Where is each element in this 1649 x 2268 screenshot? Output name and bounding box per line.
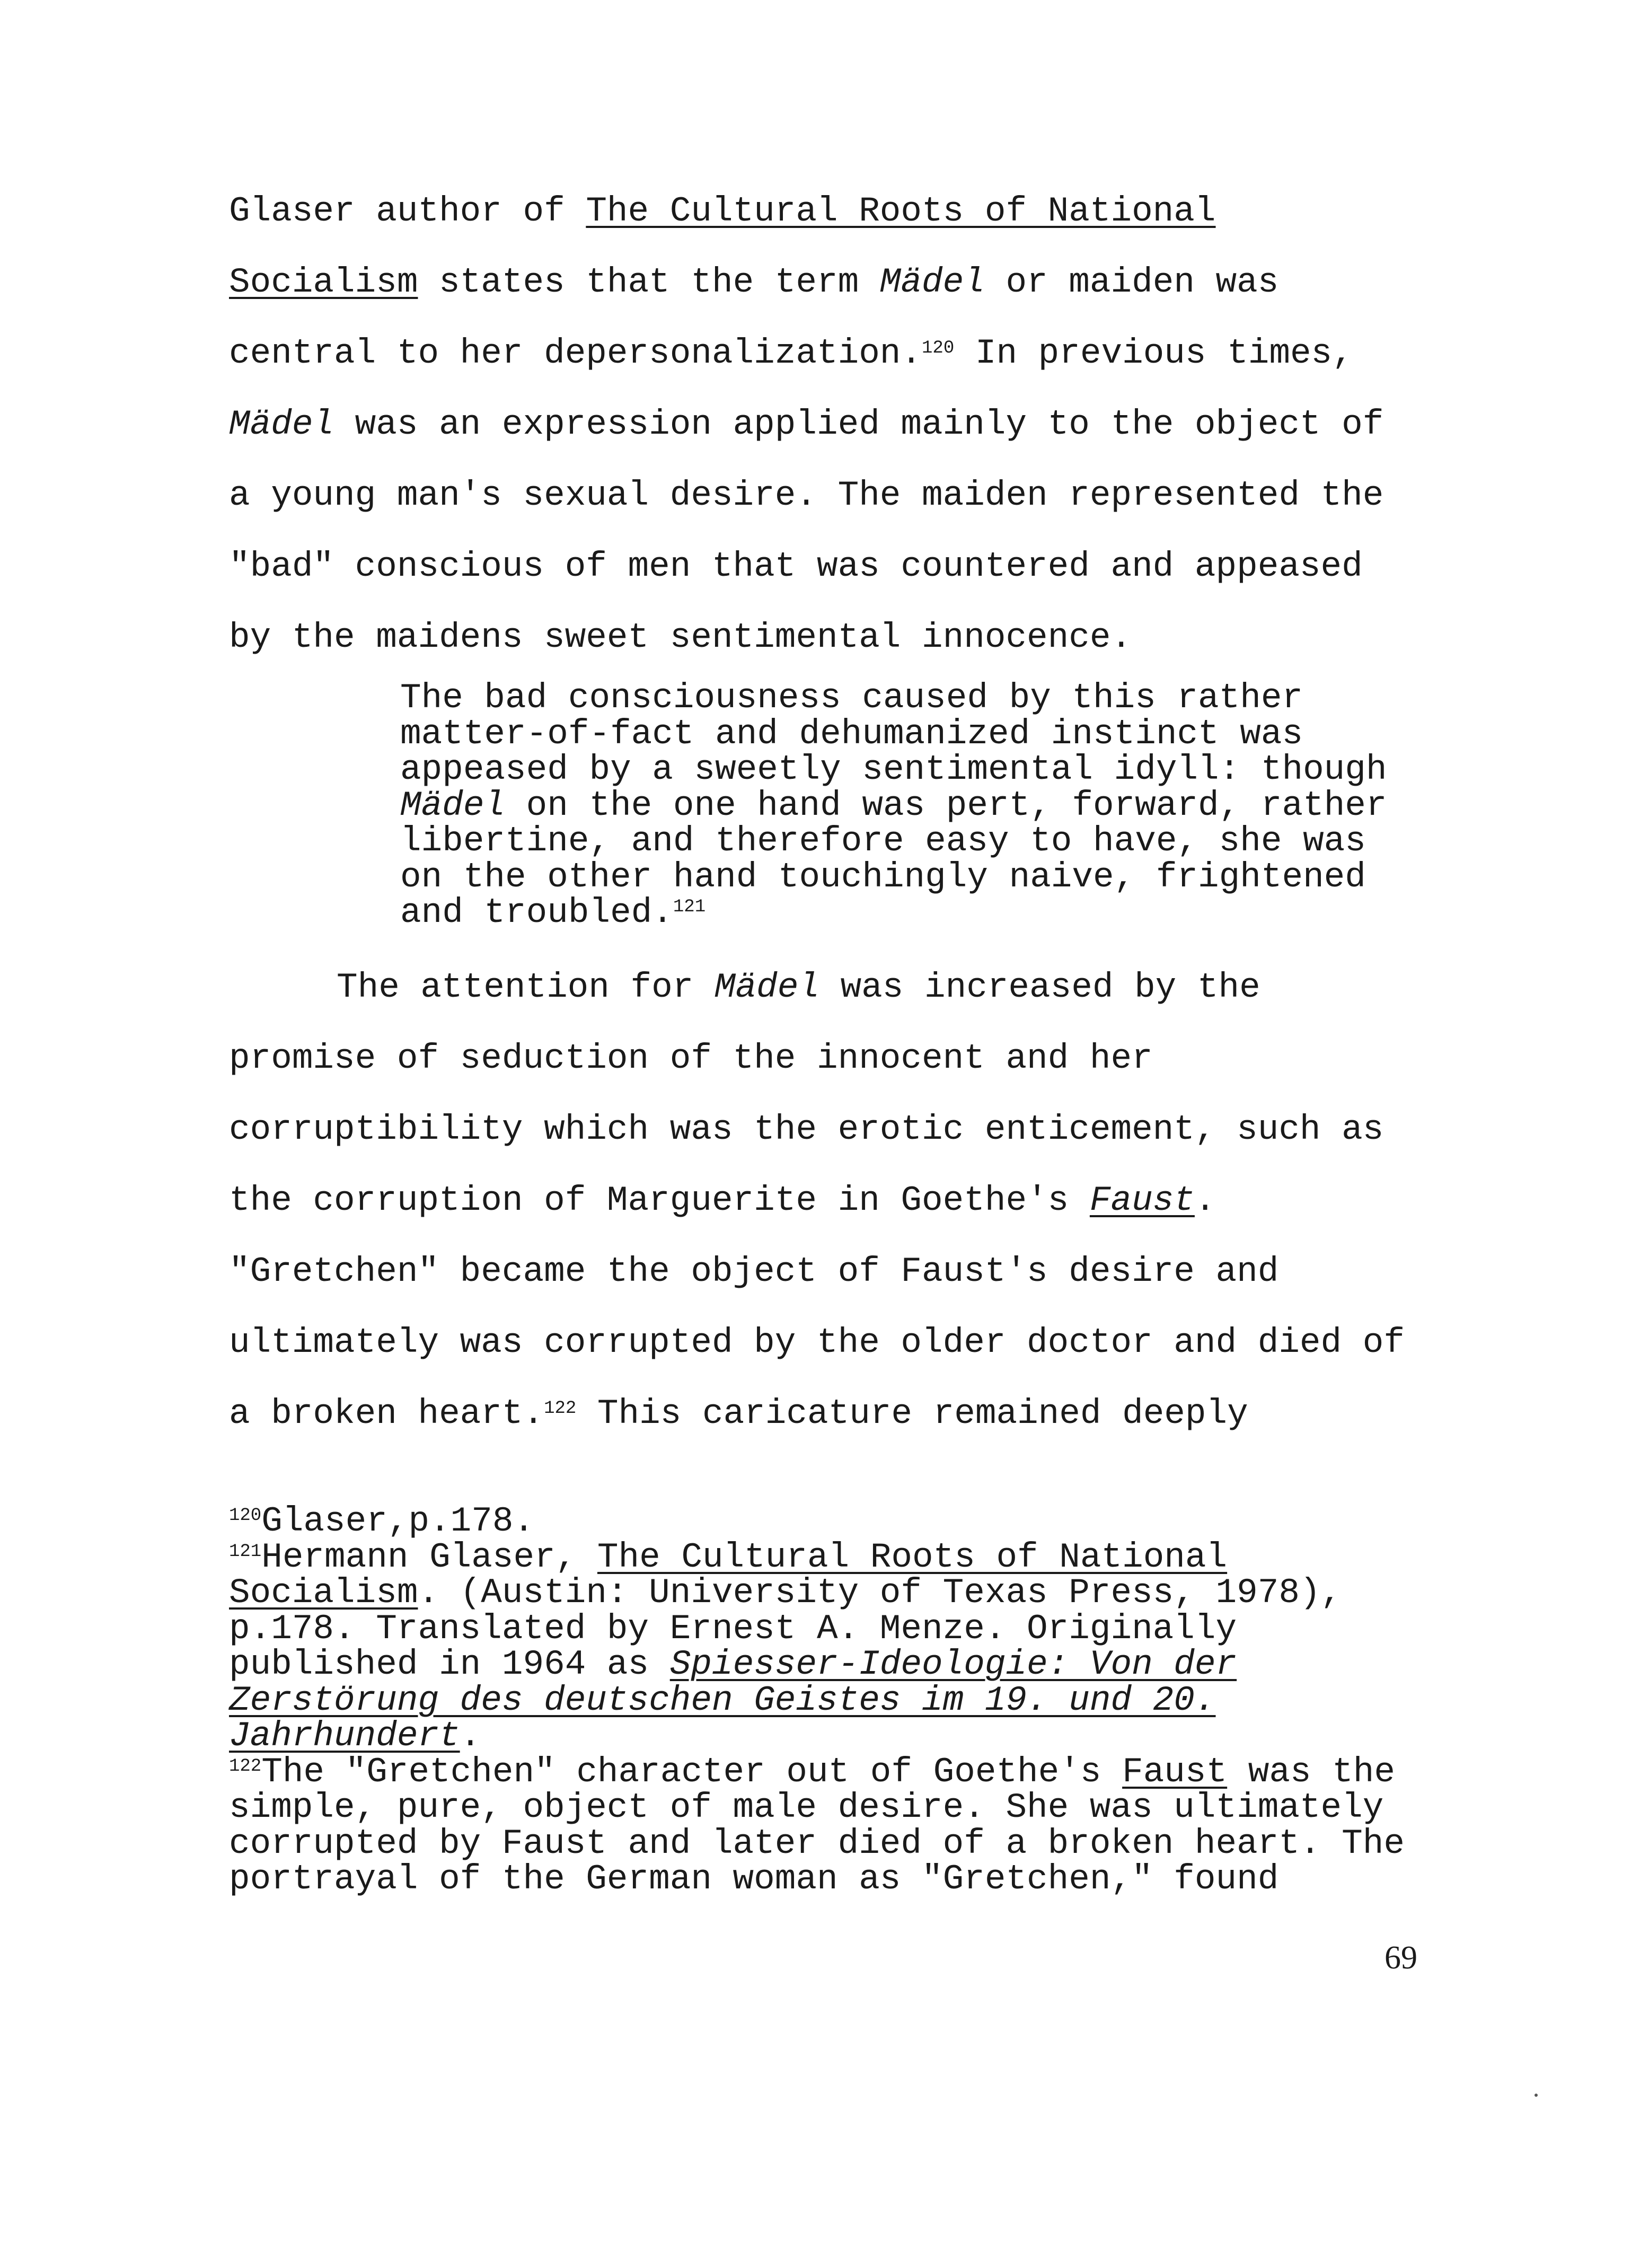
italic-term: Mädel: [229, 405, 334, 444]
text-line: [229, 1378, 1443, 1449]
quote-line: libertine, and therefore easy to have, she was: [400, 821, 1366, 861]
italic-term: Mädel: [400, 785, 506, 825]
footnote-ref: 121: [673, 897, 706, 917]
text-line: [229, 389, 1443, 460]
quote-line: The bad consciousness caused by this rather: [400, 678, 1303, 718]
book-title: Socialism: [229, 262, 418, 302]
footnotes: [229, 1501, 1448, 1899]
text-line: [229, 1647, 1448, 1683]
footnote-number: 121: [229, 1541, 262, 1562]
text-line: corrupted by Faust and later died of a broken heart. The: [229, 1823, 1405, 1863]
text-run: Hermann Glaser,: [261, 1537, 597, 1577]
footnote-122: [229, 1754, 1448, 1790]
text-line: p.178. Translated by Ernest A. Menze. Originally: [229, 1608, 1237, 1649]
text-line: [229, 952, 1443, 1023]
text-line: portrayal of the German woman as "Gretchen," found: [229, 1859, 1279, 1899]
text-run: was the: [1227, 1752, 1395, 1792]
text-line: promise of seduction of the innocent and her: [229, 1039, 1153, 1078]
block-quote: [400, 680, 1460, 931]
text-run: Glaser author of: [229, 191, 586, 231]
text-line: [229, 176, 1443, 247]
footnote-number: 122: [229, 1756, 262, 1777]
text-line: a young man's sexual desire. The maiden represented the: [229, 476, 1384, 515]
text-run: published in 1964 as: [229, 1645, 670, 1684]
text-line: [229, 1165, 1443, 1236]
text-run: the corruption of Marguerite in Goethe's: [229, 1181, 1090, 1220]
text-line: [229, 247, 1443, 318]
paragraph-1: [229, 176, 1443, 673]
footnote-ref: 122: [544, 1399, 577, 1419]
text-run: Glaser,p.178.: [261, 1501, 535, 1541]
text-run: In previous times,: [954, 333, 1353, 373]
quote-line: [400, 895, 1460, 931]
text-run: states that the term: [418, 262, 880, 302]
text-line: [229, 1575, 1448, 1611]
text-line: "bad" conscious of men that was countered and appeased: [229, 547, 1363, 586]
text-line: by the maidens sweet sentimental innocence.: [229, 618, 1132, 657]
quote-line: appeased by a sweetly sentimental idyll: though: [400, 750, 1387, 789]
text-run: central to her depersonalization.: [229, 333, 922, 373]
text-run: was increased by the: [819, 968, 1260, 1007]
footnote-120: [229, 1501, 1448, 1541]
text-run: a broken heart.: [229, 1394, 544, 1434]
text-line: [229, 1680, 1448, 1720]
text-run: .: [460, 1716, 481, 1756]
text-line: [229, 318, 1443, 389]
italic-term: Mädel: [714, 968, 819, 1007]
footnote-121: [229, 1537, 1448, 1577]
scan-speck: [1535, 2094, 1538, 2097]
italic-term: Mädel: [879, 262, 985, 302]
book-title: Faust: [1089, 1181, 1195, 1220]
text-line: "Gretchen" became the object of Faust's desire and: [229, 1252, 1279, 1291]
book-title: The Cultural Roots of National: [586, 191, 1216, 231]
book-title: Jahrhundert: [229, 1716, 460, 1756]
text-line: [229, 1718, 1448, 1754]
text-run: The attention for: [337, 968, 715, 1007]
text-line: corruptibility which was the erotic enticement, such as: [229, 1110, 1384, 1149]
paragraph-2: [229, 952, 1443, 1449]
text-line: simple, pure, object of male desire. She was ultimately: [229, 1788, 1384, 1827]
text-run: .: [1194, 1181, 1216, 1220]
text-run: . (Austin: University of Texas Press, 1978),: [418, 1573, 1342, 1613]
text-run: on the one hand was pert, forward, rather: [505, 785, 1387, 825]
book-title: Zerstörung des deutschen Geistes im 19. und 20.: [229, 1680, 1216, 1720]
text-run: This caricature remained deeply: [576, 1394, 1248, 1434]
text-run: or maiden was: [984, 262, 1279, 302]
book-title: The Cultural Roots of National: [597, 1537, 1228, 1577]
quote-line: [400, 785, 1460, 825]
quote-line: matter-of-fact and dehumanized instinct was: [400, 714, 1303, 754]
book-title: Spiesser-Ideologie: Von der: [669, 1645, 1237, 1684]
footnote-ref: 120: [922, 338, 955, 358]
book-title: Faust: [1122, 1752, 1228, 1792]
text-run: The "Gretchen" character out of Goethe's: [261, 1752, 1123, 1792]
text-run: and troubled.: [400, 893, 673, 933]
book-title: Socialism: [229, 1573, 418, 1613]
text-run: was an expression applied mainly to the object of: [334, 405, 1384, 444]
quote-line: on the other hand touchingly naive, frightened: [400, 857, 1366, 897]
page-number: 69: [1385, 1940, 1417, 1976]
text-line: ultimately was corrupted by the older doctor and died of: [229, 1323, 1405, 1362]
footnote-number: 120: [229, 1506, 262, 1526]
